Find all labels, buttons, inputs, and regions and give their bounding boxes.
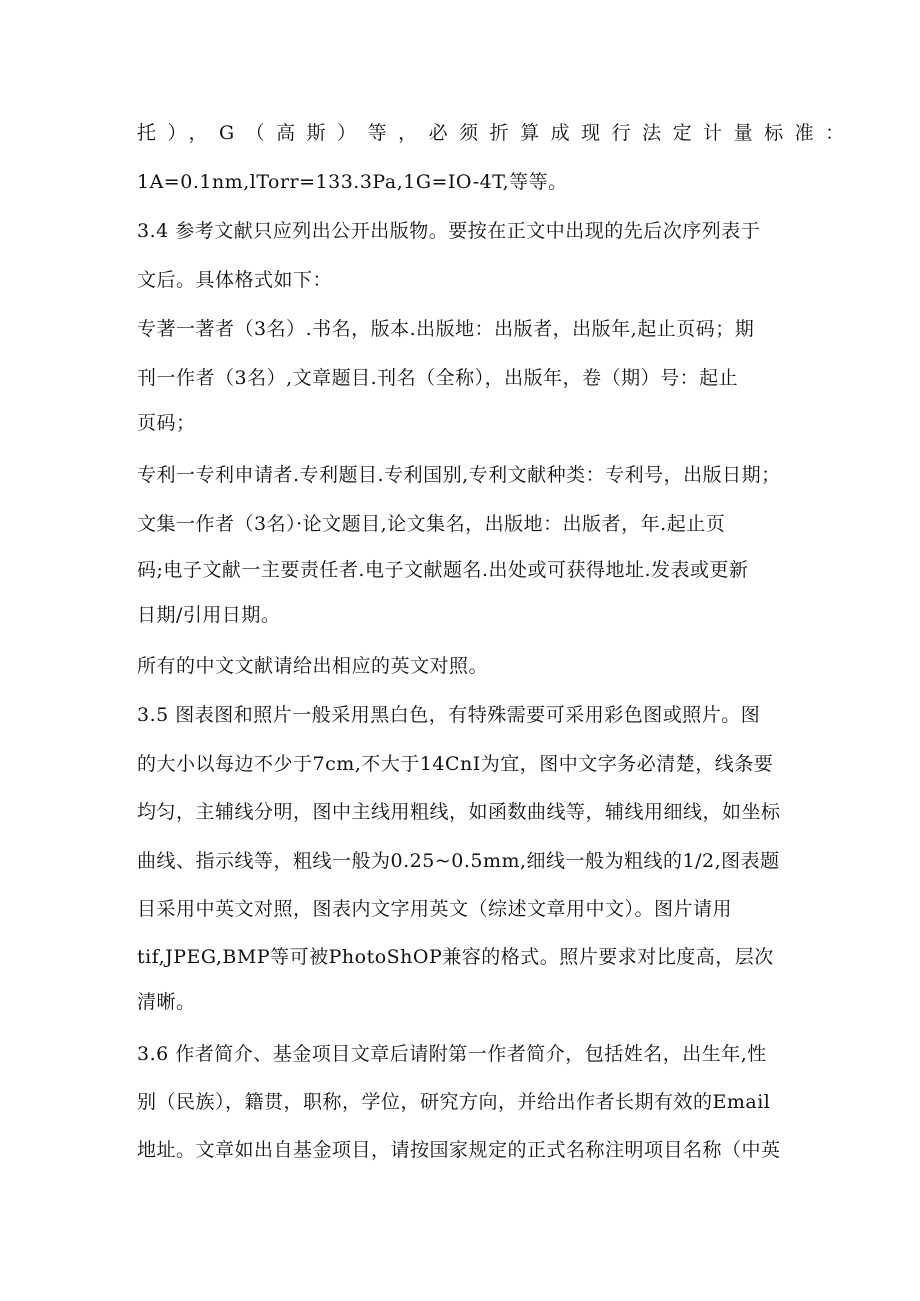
text-line: 专利一专利申请者.专利题目.专利国别,专利文献种类：专利号，出版日期； — [137, 464, 781, 486]
text-line: 码;电子文献一主要责任者.电子文献题名.出处或可获得地址.发表或更新 — [137, 559, 749, 581]
text-line: 日期/引用日期。 — [137, 604, 281, 626]
text-line: 别（民族），籍贯，职称，学位，研究方向，并给出作者长期有效的Email — [137, 1091, 771, 1113]
section-3-6-heading-line: 3.6 作者简介、基金项目文章后请附第一作者简介，包括姓名，出生年,性 — [137, 1043, 767, 1065]
text-line: 所有的中文文献请给出相应的英文对照。 — [137, 655, 489, 677]
text-line: 均匀，主辅线分明，图中主线用粗线，如函数曲线等，辅线用细线，如坐标 — [137, 801, 781, 823]
text-line: 的大小以每边不少于7cm,不大于14CnI为宜，图中文字务必清楚，线条要 — [137, 753, 774, 775]
text-line: 地址。文章如出自基金项目，请按国家规定的正式名称注明项目名称（中英 — [137, 1139, 781, 1161]
text-line: 曲线、指示线等，粗线一般为0.25~0.5mm,细线一般为粗线的1/2,图表题 — [137, 850, 780, 872]
section-3-4-heading-line: 3.4 参考文献只应列出公开出版物。要按在正文中出现的先后次序列表于 — [137, 220, 761, 242]
text-line: 清晰。 — [137, 991, 196, 1013]
text-line: 文后。具体格式如下： — [137, 269, 333, 291]
section-3-5-heading-line: 3.5 图表图和照片一般采用黑白色，有特殊需要可采用彩色图或照片。图 — [137, 704, 761, 726]
text-line: 托），G（高斯）等，必须折算成现行法定计量标准： — [137, 122, 856, 144]
text-line: 刊一作者（3名）,文章题目.刊名（全称），出版年，卷（期）号：起止 — [137, 367, 739, 389]
text-line: 专著一著者（3名）.书名，版本.出版地：出版者，出版年,起止页码；期 — [137, 318, 755, 340]
text-line: 页码； — [137, 412, 196, 434]
text-line: tif,JPEG,BMP等可被PhotoShOP兼容的格式。照片要求对比度高，层次 — [137, 946, 774, 968]
text-line: 1A=0.1nm,lTorr=133.3Pa,1G=IO-4T,等等。 — [137, 171, 568, 193]
text-line: 文集一作者（3名）·论文题目,论文集名，出版地：出版者，年.起止页 — [137, 513, 726, 535]
text-line: 目采用中英文对照，图表内文字用英文（综述文章用中文）。图片请用 — [137, 898, 733, 920]
